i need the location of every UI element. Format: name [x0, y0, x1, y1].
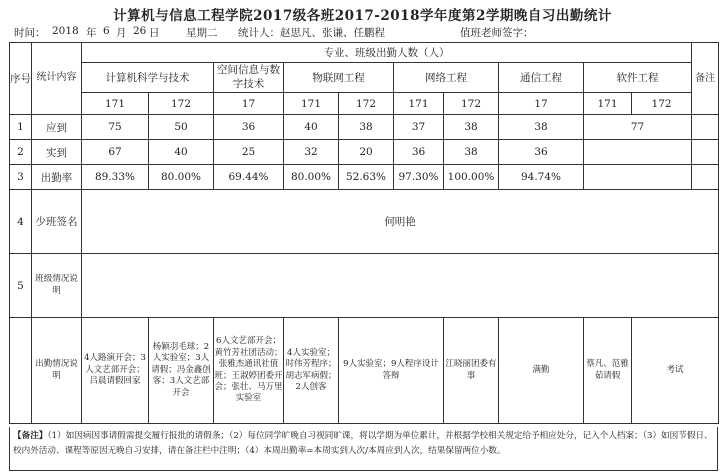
value-cell: 75: [82, 115, 149, 140]
class-cell: 17: [214, 93, 284, 115]
row-rate: [10, 165, 719, 190]
value-cell-software: [584, 140, 692, 165]
value-cell: 50: [149, 115, 214, 140]
row-seq: 1: [10, 115, 32, 140]
value-cell: 97.30%: [394, 165, 444, 190]
statistician: 统计人：赵思凡、张谦、任鹏程: [238, 27, 385, 39]
value-cell: 69.44%: [214, 165, 284, 190]
footnote-label: 【备注】: [13, 431, 48, 441]
page-title: 计算机与信息工程学院2017级各班2017-2018学年度第2学期晚自习出勤统计: [113, 8, 612, 24]
value-cell: 25: [214, 140, 284, 165]
class-row: [10, 93, 719, 115]
major-cs: 计算机科学与技术: [82, 63, 214, 93]
date-year-unit: 年: [86, 27, 97, 39]
row-signature: [10, 190, 719, 254]
row-seq: [10, 318, 32, 424]
desc-cell: 满勤: [499, 318, 584, 424]
value-cell: 89.33%: [82, 165, 149, 190]
major-row: [10, 63, 719, 93]
value-cell: 80.00%: [149, 165, 214, 190]
group-header: 专业、班级出勤人数（人）: [82, 43, 692, 63]
class-cell: 171: [284, 93, 339, 115]
value-cell: 38: [499, 115, 584, 140]
row-seq: 3: [10, 165, 32, 190]
value-cell: 100.00%: [444, 165, 499, 190]
row-label: 应到: [32, 115, 82, 140]
row-seq: 5: [10, 254, 32, 318]
group-header-row: [10, 43, 719, 63]
class-cell: 171: [584, 93, 632, 115]
desc-cell: 江晓丽团委有事: [444, 318, 499, 424]
remark-cell: [692, 140, 719, 165]
class-cell: 171: [82, 93, 149, 115]
desc-cell: 4人实验室；时伟芳程序；胡志军病假；2人创客: [284, 318, 339, 424]
row-class-status: [10, 254, 719, 318]
value-cell: 67: [82, 140, 149, 165]
row-label: 班级情况说明: [32, 254, 82, 318]
row-label: 实到: [32, 140, 82, 165]
footnote: [9, 427, 718, 471]
date-day-unit: 日: [149, 27, 160, 39]
major-spatial: 空间信息与数字技术: [214, 63, 284, 93]
row-label: 出勤情况说明: [32, 318, 82, 424]
row-label: 少班签名: [32, 190, 82, 254]
major-iot: 物联网工程: [284, 63, 394, 93]
row-actual: [10, 140, 719, 165]
value-cell: 38: [339, 115, 394, 140]
class-cell: 172: [339, 93, 394, 115]
value-cell: 37: [394, 115, 444, 140]
footnote-text: （1）如因病因事请假需提交履行报批的请假条；（2）每位同学旷晚自习视同旷课，将以学期为单位累计，并根据学校相关规定给予相应处分，记入个人档案；（3）如因节假日、校内外活动、课程等原因无晚自习安排，请在备注栏中注明；（4）本周出勤率=本周实到人次/本周应到人次，结果保留两位小数。: [13, 431, 713, 456]
value-cell: 36: [214, 115, 284, 140]
value-cell: 94.74%: [499, 165, 584, 190]
class-cell: 171: [394, 93, 444, 115]
date-month-unit: 月: [116, 27, 127, 39]
desc-cell: 6人文艺部开会；黄竹芳社团活动；张雅杰通讯社值班；王淑婷团委开会；张壮、马万里实验室: [214, 318, 284, 424]
weekday: 星期二: [186, 27, 218, 39]
remark-header: 备注: [692, 43, 719, 115]
value-cell: 80.00%: [284, 165, 339, 190]
row-attendance-desc: [10, 318, 719, 424]
attendance-table: [9, 42, 719, 424]
value-cell-software: 77: [584, 115, 692, 140]
value-cell-software: [584, 165, 692, 190]
value-cell: 52.63%: [339, 165, 394, 190]
desc-cell: 考试: [632, 318, 719, 424]
value-cell: 40: [284, 115, 339, 140]
desc-cell: 杨颖羽毛球；2人实验室；3人请假；冯金鑫创客；3人文艺部开会: [149, 318, 214, 424]
value-cell: 40: [149, 140, 214, 165]
desc-cell: 4人路演开会；3人文艺部开会；吕晨请假回家: [82, 318, 149, 424]
date-year: 2018: [52, 25, 79, 37]
value-cell: 36: [499, 140, 584, 165]
date-month: 6: [103, 25, 110, 37]
value-cell: 20: [339, 140, 394, 165]
value-cell: 32: [284, 140, 339, 165]
row-expected: [10, 115, 719, 140]
signature-value: 何明艳: [82, 190, 719, 254]
class-cell: 172: [444, 93, 499, 115]
value-cell: 36: [394, 140, 444, 165]
class-cell: 172: [632, 93, 692, 115]
desc-cell: 9人实验室；9人程序设计答辩: [339, 318, 444, 424]
row-label: 出勤率: [32, 165, 82, 190]
row-seq: 2: [10, 140, 32, 165]
row-seq: 4: [10, 190, 32, 254]
date-day: 26: [133, 25, 147, 37]
time-label: 时间：: [14, 27, 46, 39]
value-cell: 38: [444, 115, 499, 140]
item-header: 统计内容: [32, 43, 82, 115]
seq-header: 序号: [10, 43, 32, 115]
remark-cell: [692, 115, 719, 140]
value-cell: 38: [444, 140, 499, 165]
major-comm: 通信工程: [499, 63, 584, 93]
class-cell: 17: [499, 93, 584, 115]
class-cell: 172: [149, 93, 214, 115]
major-network: 网络工程: [394, 63, 499, 93]
major-software: 软件工程: [584, 63, 692, 93]
teacher-signature-label: 值班老师签字：: [460, 27, 534, 39]
desc-cell: 蔡凡、范雅茹请假: [584, 318, 632, 424]
class-status-value: [82, 254, 719, 318]
remark-cell: [692, 165, 719, 190]
